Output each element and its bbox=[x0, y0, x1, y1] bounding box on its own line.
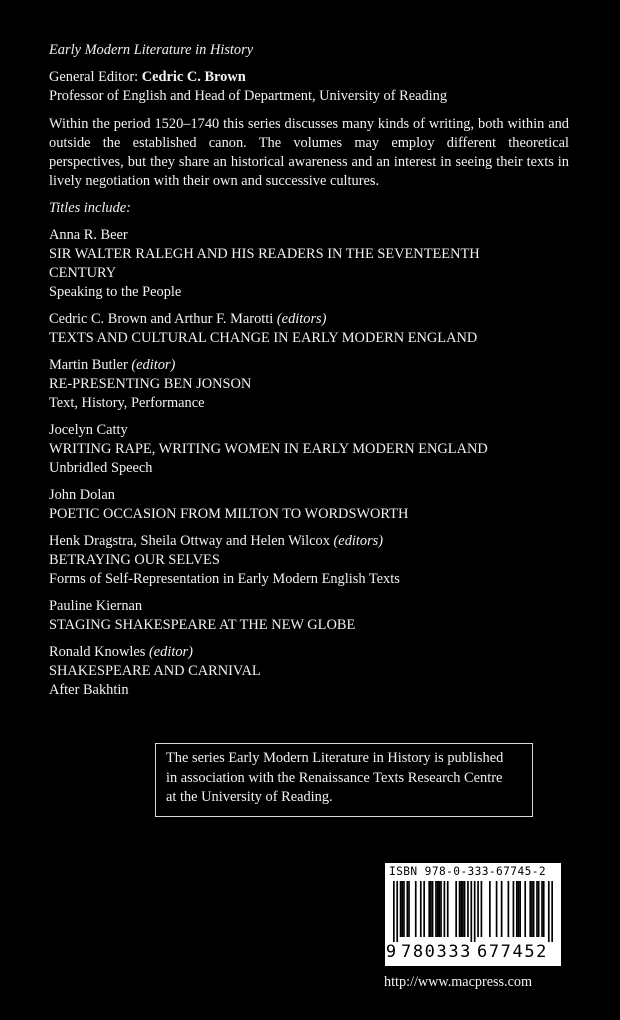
notice-line: in association with the Renaissance Texts Research Centre bbox=[166, 769, 503, 786]
entry-author: John Dolan bbox=[49, 487, 115, 503]
entry-subtitle: Unbridled Speech bbox=[49, 460, 153, 476]
barcode-bar bbox=[393, 881, 395, 942]
entry-title: TEXTS AND CULTURAL CHANGE IN EARLY MODERN ENGLAND bbox=[49, 330, 478, 346]
barcode-bar bbox=[435, 881, 437, 937]
isbn-number: ISBN 978-0-333-67745-2 bbox=[389, 865, 546, 878]
barcode-bar bbox=[432, 881, 434, 937]
entry-title: CENTURY bbox=[49, 265, 117, 281]
barcode-bar bbox=[477, 881, 479, 937]
barcode-bar bbox=[403, 881, 405, 937]
barcode-bar bbox=[460, 881, 462, 937]
entry-author: Anna R. Beer bbox=[49, 227, 128, 243]
barcode-bar bbox=[543, 881, 545, 937]
barcode-bar bbox=[396, 881, 398, 942]
entry-author: Pauline Kiernan bbox=[49, 598, 143, 614]
barcode-bar bbox=[423, 881, 425, 937]
entry-role: (editor) bbox=[131, 357, 176, 373]
barcode-bar bbox=[531, 881, 533, 937]
entry-title: SIR WALTER RALEGH AND HIS READERS IN THE SEVENTEENTH bbox=[49, 246, 480, 262]
title-entry bbox=[49, 597, 569, 635]
entry-title: POETIC OCCASION FROM MILTON TO WORDSWORTH bbox=[49, 506, 409, 522]
title-entry bbox=[49, 356, 569, 413]
entry-role: (editor) bbox=[148, 644, 193, 660]
barcode bbox=[393, 881, 553, 942]
publisher-url[interactable]: http://www.macpress.com bbox=[384, 974, 533, 990]
title-entry bbox=[49, 421, 569, 478]
barcode-bar bbox=[529, 881, 531, 937]
barcode-bar bbox=[541, 881, 543, 937]
entry-author-line bbox=[49, 486, 569, 505]
barcode-bar bbox=[474, 881, 476, 942]
entry-author: Martin Butler bbox=[49, 357, 128, 373]
title-entry bbox=[49, 310, 569, 348]
barcode-bar bbox=[440, 881, 442, 937]
entry-title: BETRAYING OUR SELVES bbox=[49, 552, 220, 568]
barcode-bar bbox=[470, 881, 472, 942]
series-description: Within the period 1520–1740 this series discusses many kinds of writing, both within and outside the established canon. The volumes may employ different theoretical perspectives, but they share an historical awareness and an interest in seeing their texts in lively negotiation with their own and successive cultures. bbox=[49, 116, 569, 189]
barcode-bar bbox=[430, 881, 432, 937]
barcode-bar bbox=[524, 881, 526, 937]
barcode-bar bbox=[496, 881, 498, 937]
barcode-left-digits: 780333 bbox=[401, 942, 473, 962]
title-entry bbox=[49, 486, 569, 524]
barcode-first-digit: 9 bbox=[385, 942, 397, 962]
titles-heading: Titles include: bbox=[49, 200, 131, 216]
barcode-bar bbox=[467, 881, 469, 937]
series-information bbox=[49, 41, 569, 708]
barcode-bar bbox=[428, 881, 430, 937]
barcode-bar bbox=[518, 881, 520, 937]
title-entry bbox=[49, 226, 569, 302]
notice-line: The series Early Modern Literature in History is published bbox=[166, 750, 504, 766]
barcode-bar bbox=[408, 881, 410, 937]
general-editor-line bbox=[49, 68, 569, 87]
barcode-bar bbox=[406, 881, 408, 937]
notice-line: at the University of Reading. bbox=[166, 789, 333, 805]
barcode-bar bbox=[447, 881, 449, 937]
barcode-bar bbox=[536, 881, 538, 937]
barcode-bar bbox=[455, 881, 457, 937]
title-entry bbox=[49, 532, 569, 589]
entry-author: Ronald Knowles bbox=[49, 644, 146, 660]
barcode-bar bbox=[438, 881, 440, 937]
entry-author-line bbox=[49, 356, 569, 375]
barcode-bar bbox=[464, 881, 466, 937]
barcode-bar bbox=[533, 881, 535, 937]
series-notice bbox=[155, 743, 533, 817]
general-editor-label: General Editor: bbox=[49, 69, 139, 85]
entry-author-line bbox=[49, 643, 569, 662]
barcode-bar bbox=[489, 881, 491, 937]
general-editor-role: Professor of English and Head of Department, University of Reading bbox=[49, 88, 448, 104]
barcode-bar bbox=[516, 881, 518, 937]
entry-author: Cedric C. Brown and Arthur F. Marotti bbox=[49, 311, 274, 327]
barcode-bar bbox=[437, 881, 439, 937]
entry-title: STAGING SHAKESPEARE AT THE NEW GLOBE bbox=[49, 617, 356, 633]
general-editor-name: Cedric C. Brown bbox=[141, 69, 246, 85]
barcode-bar bbox=[481, 881, 483, 937]
entry-author: Jocelyn Catty bbox=[49, 422, 128, 438]
barcode-bar bbox=[400, 881, 402, 937]
entry-role: (editors) bbox=[276, 311, 327, 327]
barcode-bar bbox=[462, 881, 464, 937]
entry-author: Henk Dragstra, Sheila Ottway and Helen Wilcox bbox=[49, 533, 330, 549]
barcode-bar bbox=[538, 881, 540, 937]
barcode-bar bbox=[551, 881, 553, 942]
entry-author-line bbox=[49, 421, 569, 440]
entry-subtitle: Speaking to the People bbox=[49, 284, 182, 300]
entry-author-line bbox=[49, 597, 569, 616]
title-entry bbox=[49, 643, 569, 700]
entry-title: RE-PRESENTING BEN JONSON bbox=[49, 376, 252, 392]
entry-author-line bbox=[49, 532, 569, 551]
entry-title: SHAKESPEARE AND CARNIVAL bbox=[49, 663, 261, 679]
barcode-bar bbox=[548, 881, 550, 942]
entry-role: (editors) bbox=[333, 533, 384, 549]
barcode-digits bbox=[385, 941, 561, 964]
barcode-bar bbox=[444, 881, 446, 937]
barcode-bar bbox=[459, 881, 461, 937]
barcode-bar bbox=[401, 881, 403, 937]
barcode-bar bbox=[513, 881, 515, 937]
entry-subtitle: Text, History, Performance bbox=[49, 395, 205, 411]
series-title: Early Modern Literature in History bbox=[49, 42, 254, 58]
entry-author-line bbox=[49, 226, 569, 245]
barcode-right-digits: 677452 bbox=[477, 942, 549, 962]
entry-title: WRITING RAPE, WRITING WOMEN IN EARLY MODERN ENGLAND bbox=[49, 441, 488, 457]
entry-subtitle: Forms of Self-Representation in Early Modern English Texts bbox=[49, 571, 400, 587]
barcode-bar bbox=[501, 881, 503, 937]
isbn-barcode-label bbox=[385, 863, 561, 966]
title-list bbox=[49, 226, 569, 700]
entry-subtitle: After Bakhtin bbox=[49, 682, 129, 698]
entry-author-line bbox=[49, 310, 569, 329]
barcode-bar bbox=[508, 881, 510, 937]
barcode-bar bbox=[420, 881, 422, 937]
barcode-bar bbox=[415, 881, 417, 937]
barcode-bar bbox=[519, 881, 521, 937]
